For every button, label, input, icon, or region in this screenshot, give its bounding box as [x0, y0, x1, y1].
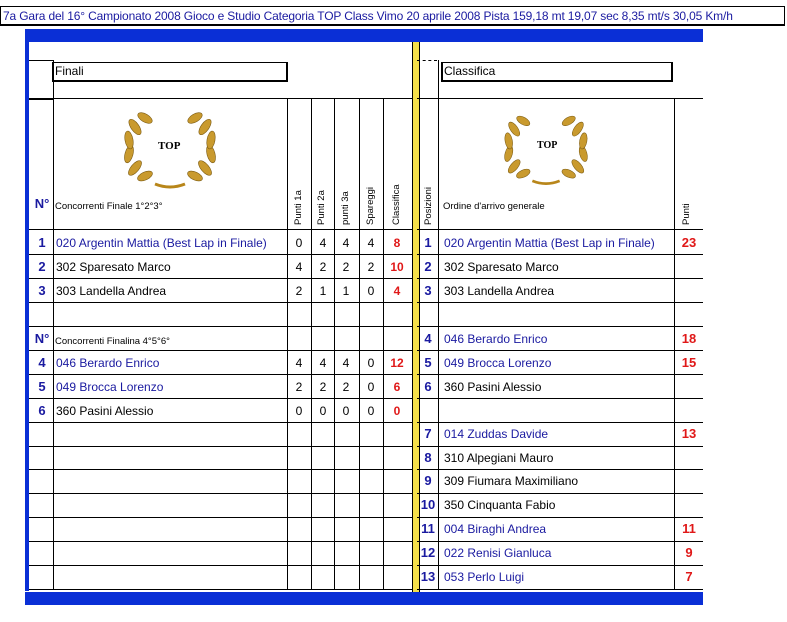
final-row-rank: 8: [393, 236, 401, 250]
standing-name: 014 Zuddas Davide: [444, 427, 549, 441]
final-row-name: 020 Argentin Mattia (Best Lap in Finale): [56, 236, 267, 250]
grid-hline: [29, 469, 412, 470]
finalina-row-rank: 0: [393, 404, 401, 418]
grid-hline: [29, 374, 412, 375]
finalina-row-p3: 0: [342, 404, 350, 418]
standing-position: 10: [420, 497, 436, 512]
col-points-header: Punti: [681, 203, 692, 225]
col-p1-header: Punti 1a: [293, 190, 304, 225]
standing-name: 310 Alpegiani Mauro: [444, 451, 554, 465]
grid-hline: [417, 541, 703, 542]
grid-hline: [29, 493, 412, 494]
grid-hline: [417, 229, 703, 230]
standing-position: 7: [424, 426, 432, 441]
standing-position: 8: [424, 450, 432, 465]
final-row-rank: 4: [393, 284, 401, 298]
standing-position: 11: [421, 521, 435, 536]
top-blue-bar: [25, 29, 703, 42]
standing-name: 303 Landella Andrea: [444, 284, 555, 298]
standing-points: 15: [681, 355, 697, 370]
grid-vline: [311, 98, 312, 589]
final-row-p1: 2: [295, 284, 303, 298]
standing-position: 12: [420, 545, 436, 560]
finalina-row-tie: 0: [367, 380, 375, 394]
grid-hline: [29, 302, 412, 303]
grid-vline: [383, 98, 384, 589]
grid-vline: [334, 98, 335, 589]
final-row-p1: 0: [295, 236, 303, 250]
standing-name: 309 Fiumara Maximiliano: [444, 474, 579, 488]
standing-points: 7: [685, 569, 693, 584]
standing-points: 11: [682, 521, 696, 536]
grid-hline: [29, 229, 412, 230]
grid-hline: [417, 565, 703, 566]
grid-hline: [29, 589, 412, 590]
mini-col-competitors-header: Concorrenti Finalina 4°5°6°: [55, 336, 170, 347]
col-rank-header: Classifica: [391, 184, 402, 225]
grid-hline: [417, 350, 703, 351]
final-row-name: 302 Sparesato Marco: [56, 260, 171, 274]
grid-hline: [29, 422, 412, 423]
grid-hline: [29, 60, 53, 61]
standing-points: 23: [681, 235, 697, 250]
standing-name: 022 Renisi Gianluca: [444, 546, 552, 560]
finalina-row-number: 5: [38, 379, 46, 394]
col-tie-header: Spareggi: [365, 186, 376, 225]
standing-name: 004 Biraghi Andrea: [444, 522, 547, 536]
standing-points: 13: [681, 426, 697, 441]
final-row-number: 1: [38, 235, 46, 250]
standing-position: 9: [424, 473, 432, 488]
top-logo-left: [115, 108, 225, 192]
grid-hline: [29, 446, 412, 447]
grid-hline: [417, 469, 703, 470]
finalina-row-name: 360 Pasini Alessio: [56, 404, 154, 418]
top-logo-right: [496, 108, 596, 192]
grid-hline: [29, 278, 412, 279]
col-no-header: N°: [34, 196, 50, 211]
grid-hline: [417, 254, 703, 255]
bottom-blue-bar: [25, 592, 703, 605]
standing-name: 350 Cinquanta Fabio: [444, 498, 556, 512]
finalina-row-p3: 4: [342, 356, 350, 370]
final-row-rank: 10: [390, 260, 404, 274]
grid-hline: [417, 60, 437, 62]
logo-text-right: TOP: [537, 140, 558, 151]
standing-points: 18: [681, 331, 697, 346]
finalina-row-number: 4: [38, 355, 46, 370]
finalina-row-number: 6: [38, 403, 46, 418]
standing-name: 049 Brocca Lorenzo: [444, 356, 552, 370]
col-competitors-header: Concorrenti Finale 1°2°3°: [55, 201, 163, 212]
grid-hline: [29, 350, 412, 351]
grid-hline: [29, 517, 412, 518]
grid-hline: [29, 398, 412, 399]
grid-vline: [359, 98, 360, 589]
standing-name: 020 Argentin Mattia (Best Lap in Finale): [444, 236, 655, 250]
final-row-number: 3: [38, 283, 46, 298]
grid-hline: [417, 326, 703, 327]
finalina-row-p1: 2: [295, 380, 303, 394]
final-row-tie: 2: [367, 260, 375, 274]
final-row-p2: 1: [319, 284, 327, 298]
finalina-row-p2: 0: [319, 404, 327, 418]
grid-hline: [417, 422, 703, 423]
finalina-row-p2: 4: [319, 356, 327, 370]
grid-vline: [287, 98, 288, 589]
finalina-row-p1: 4: [295, 356, 303, 370]
finalina-row-tie: 0: [367, 404, 375, 418]
standing-position: 6: [424, 379, 432, 394]
grid-hline: [29, 326, 412, 327]
standing-position: 3: [424, 283, 432, 298]
final-row-p3: 2: [342, 260, 350, 274]
standing-position: 2: [424, 259, 432, 274]
standing-name: 053 Perlo Luigi: [444, 570, 525, 584]
logo-text-left: TOP: [158, 140, 181, 152]
final-row-p3: 4: [342, 236, 350, 250]
final-row-p2: 4: [319, 236, 327, 250]
grid-hline: [417, 517, 703, 518]
grid-vline: [53, 60, 54, 589]
left-blue-bar: [25, 29, 29, 591]
grid-hline: [417, 302, 703, 303]
final-row-tie: 4: [367, 236, 375, 250]
finalina-row-rank: 12: [390, 356, 404, 370]
final-row-number: 2: [38, 259, 46, 274]
grid-hline: [29, 254, 412, 255]
grid-hline: [417, 589, 703, 590]
finalina-row-rank: 6: [393, 380, 401, 394]
final-row-p1: 4: [295, 260, 303, 274]
finalina-row-p3: 2: [342, 380, 350, 394]
standing-position: 1: [424, 235, 432, 250]
standings-section-label: Classifica: [441, 62, 673, 82]
grid-hline: [417, 98, 703, 99]
grid-hline: [29, 565, 412, 566]
grid-hline: [29, 541, 412, 542]
final-row-p2: 2: [319, 260, 327, 274]
finalina-row-tie: 0: [367, 356, 375, 370]
grid-hline: [417, 374, 703, 375]
standing-position: 13: [420, 569, 436, 584]
finalina-row-p2: 2: [319, 380, 327, 394]
finalina-row-name: 049 Brocca Lorenzo: [56, 380, 164, 394]
col-p3-header: punti 3a: [340, 191, 351, 225]
standing-position: 5: [424, 355, 432, 370]
final-row-name: 303 Landella Andrea: [56, 284, 167, 298]
grid-hline: [417, 278, 703, 279]
col-pos-header: Posizioni: [423, 186, 434, 225]
grid-hline: [29, 98, 53, 100]
grid-hline: [417, 446, 703, 447]
col-p2-header: Punti 2a: [316, 190, 327, 225]
standing-points: 9: [685, 545, 693, 560]
final-row-p3: 1: [342, 284, 350, 298]
standing-name: 360 Pasini Alessio: [444, 380, 542, 394]
grid-hline: [417, 398, 703, 399]
finals-section-label: Finali: [52, 62, 288, 82]
final-row-tie: 0: [367, 284, 375, 298]
mini-col-no-header: N°: [34, 331, 50, 346]
standing-position: 4: [424, 331, 432, 346]
grid-hline: [417, 493, 703, 494]
standing-name: 302 Sparesato Marco: [444, 260, 559, 274]
finalina-row-p1: 0: [295, 404, 303, 418]
standing-name: 046 Berardo Enrico: [444, 332, 548, 346]
col-order-header: Ordine d'arrivo generale: [443, 201, 545, 212]
finalina-row-name: 046 Berardo Enrico: [56, 356, 160, 370]
page-title: 7a Gara del 16° Campionato 2008 Gioco e Studio Categoria TOP Class Vimo 20 aprile 2008 Pista 159,18 mt 19,07 sec 8,35 mt/s 30,05 Km/h: [0, 6, 785, 26]
